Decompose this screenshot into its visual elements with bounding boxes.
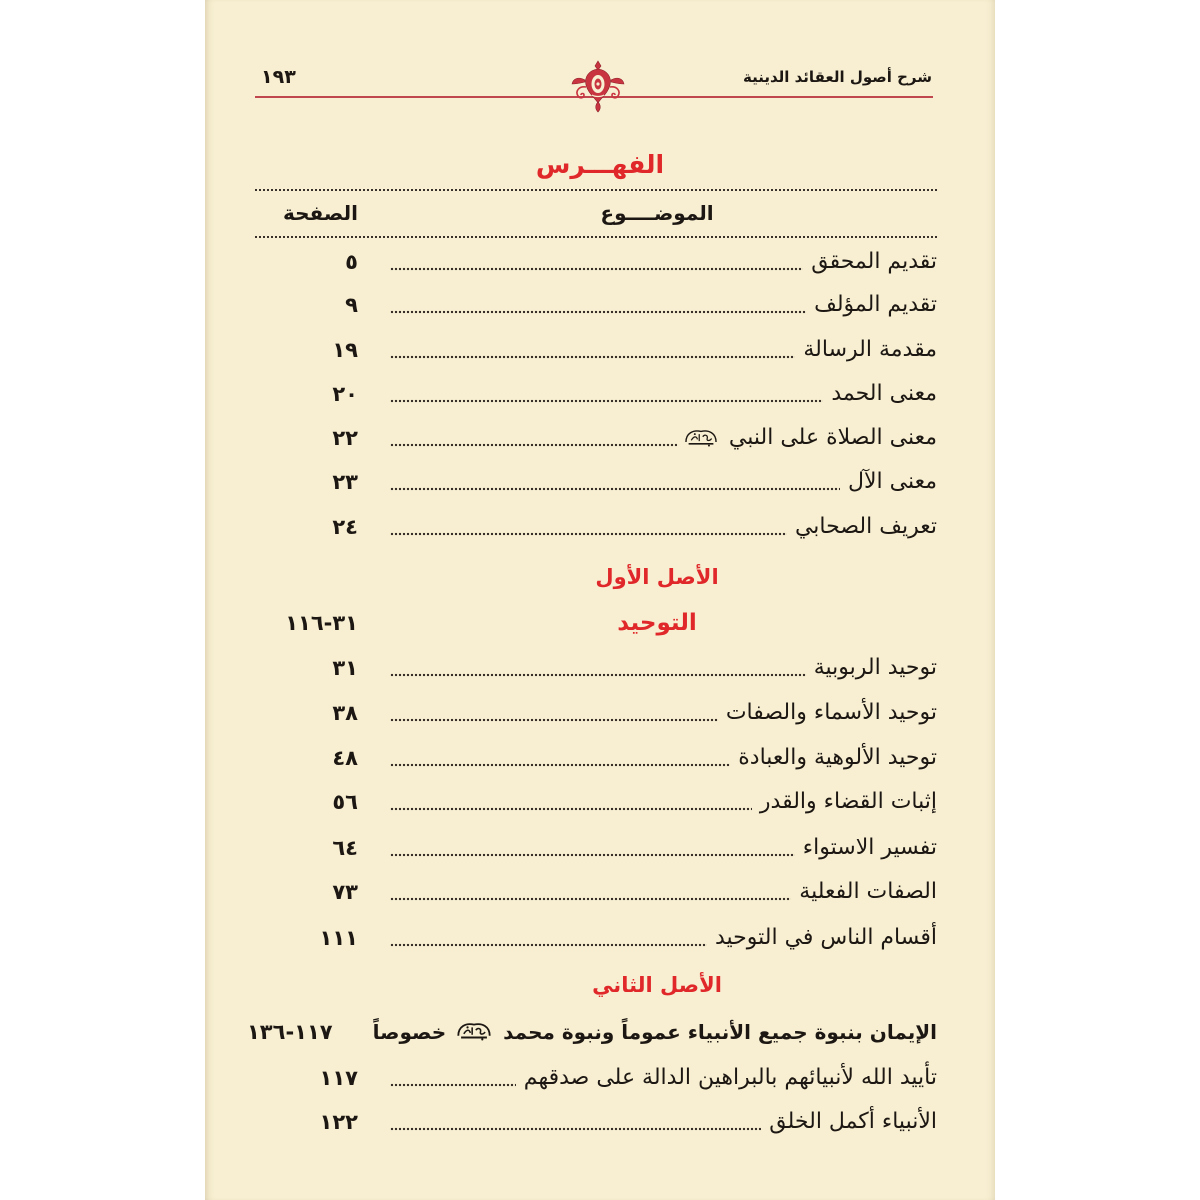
toc-entry-page: ١٢٢ [319, 1110, 358, 1134]
toc-entry-topic: تقديم المؤلف [814, 292, 937, 317]
dot-leader [390, 1083, 516, 1087]
toc-entry-page: ٤٨ [332, 746, 358, 770]
toc-entry [255, 464, 940, 500]
index-title: الفهـــرس [535, 150, 665, 179]
toc-entry-topic: الأنبياء أكمل الخلق [769, 1109, 937, 1134]
section-heading [255, 967, 940, 1003]
dot-leader [390, 673, 806, 677]
dotted-divider [255, 236, 939, 238]
toc-entry [255, 920, 940, 956]
toc-entry [255, 509, 940, 545]
toc-entry [255, 874, 940, 910]
section-title-row [246, 1014, 940, 1050]
toc-entry-page: ٢٢ [332, 426, 358, 450]
running-title: شرح أصول العقائد الدينية [743, 68, 932, 86]
toc-entry-topic: تعريف الصحابي [794, 514, 937, 539]
dot-leader [390, 1127, 761, 1131]
section-pages: ١١٧-١٣٦ [246, 1020, 333, 1044]
toc-entry [255, 830, 940, 866]
section-heading [255, 605, 940, 641]
section-pages: ٣١-١١٦ [285, 611, 358, 635]
toc-entry-page: ١٩ [332, 338, 358, 362]
toc-entry [255, 1060, 940, 1096]
dot-leader [390, 853, 795, 857]
dot-leader [390, 718, 718, 722]
dot-leader [390, 763, 730, 767]
floral-ornament-icon [570, 60, 626, 114]
section-heading [255, 559, 940, 595]
toc-entry [255, 420, 940, 456]
toc-entry-topic: تأييد الله لأنبيائهم بالبراهين الدالة على صدقهم [523, 1065, 937, 1090]
page-number: ١٩٣ [261, 66, 296, 88]
toc-entry-page: ١١١ [319, 926, 358, 950]
column-header-topic: الموضــــوع [600, 201, 714, 225]
toc-entry-page: ٥٦ [332, 790, 358, 814]
toc-entry-topic: إثبات القضاء والقدر [759, 789, 937, 814]
honorific-icon [683, 420, 719, 456]
dot-leader [390, 267, 803, 271]
toc-entry-page: ٧٣ [332, 880, 358, 904]
toc-entry-topic: معنى الصلاة على النبي [728, 425, 937, 450]
toc-entry-page: ٣٨ [332, 701, 358, 725]
dot-leader [390, 897, 791, 901]
dot-leader [390, 443, 677, 447]
toc-entry-topic: توحيد الألوهية والعبادة [738, 745, 937, 770]
dot-leader [390, 399, 823, 403]
toc-entry-page: ٢٠ [332, 382, 358, 406]
toc-entry [255, 695, 940, 731]
toc-entry [255, 287, 940, 323]
toc-entry-page: ٩ [345, 293, 358, 317]
toc-entry-page: ٦٤ [332, 836, 358, 860]
toc-entry-topic: معنى الحمد [831, 381, 937, 406]
toc-entry-topic: الصفات الفعلية [799, 879, 937, 904]
dot-leader [390, 355, 795, 359]
toc-entry-page: ٢٤ [332, 515, 358, 539]
dot-leader [390, 532, 787, 536]
section-title: التوحيد [617, 610, 697, 636]
toc-entry [255, 740, 940, 776]
toc-entry-topic: أقسام الناس في التوحيد [714, 925, 937, 950]
toc-entry-topic: توحيد الأسماء والصفات [725, 700, 937, 725]
toc-entry [255, 376, 940, 412]
section-title: الإيمان بنبوة جميع الأنبياء عموماً ونبوة محمد [503, 1020, 937, 1044]
dot-leader [390, 943, 707, 947]
toc-entry-topic: تقديم المحقق [811, 249, 937, 274]
dot-leader [390, 310, 806, 314]
toc-entry-page: ٣١ [332, 656, 358, 680]
toc-entry [255, 1104, 940, 1140]
toc-entry [255, 784, 940, 820]
toc-entry [255, 650, 940, 686]
toc-entry-topic: مقدمة الرسالة [803, 337, 937, 362]
toc-entry-topic: معنى الآل [847, 469, 937, 494]
toc-entry-topic: تفسير الاستواء [802, 835, 937, 860]
book-page [205, 0, 995, 1200]
toc-entry-page: ٥ [345, 250, 358, 274]
dotted-divider [255, 189, 939, 191]
honorific-icon [455, 1014, 493, 1050]
toc-entry-page: ٢٣ [332, 470, 358, 494]
toc-entry-page: ١١٧ [319, 1066, 358, 1090]
column-headers [255, 195, 940, 231]
dot-leader [390, 807, 752, 811]
toc-entry-topic: توحيد الربوبية [813, 655, 937, 680]
section-label: الأصل الثاني [592, 973, 722, 997]
section-label: الأصل الأول [595, 565, 719, 589]
dot-leader [390, 487, 840, 491]
column-header-page: الصفحة [282, 201, 358, 225]
section-title-end: خصوصاً [372, 1020, 447, 1044]
toc-entry [255, 332, 940, 368]
toc-entry [255, 244, 940, 280]
